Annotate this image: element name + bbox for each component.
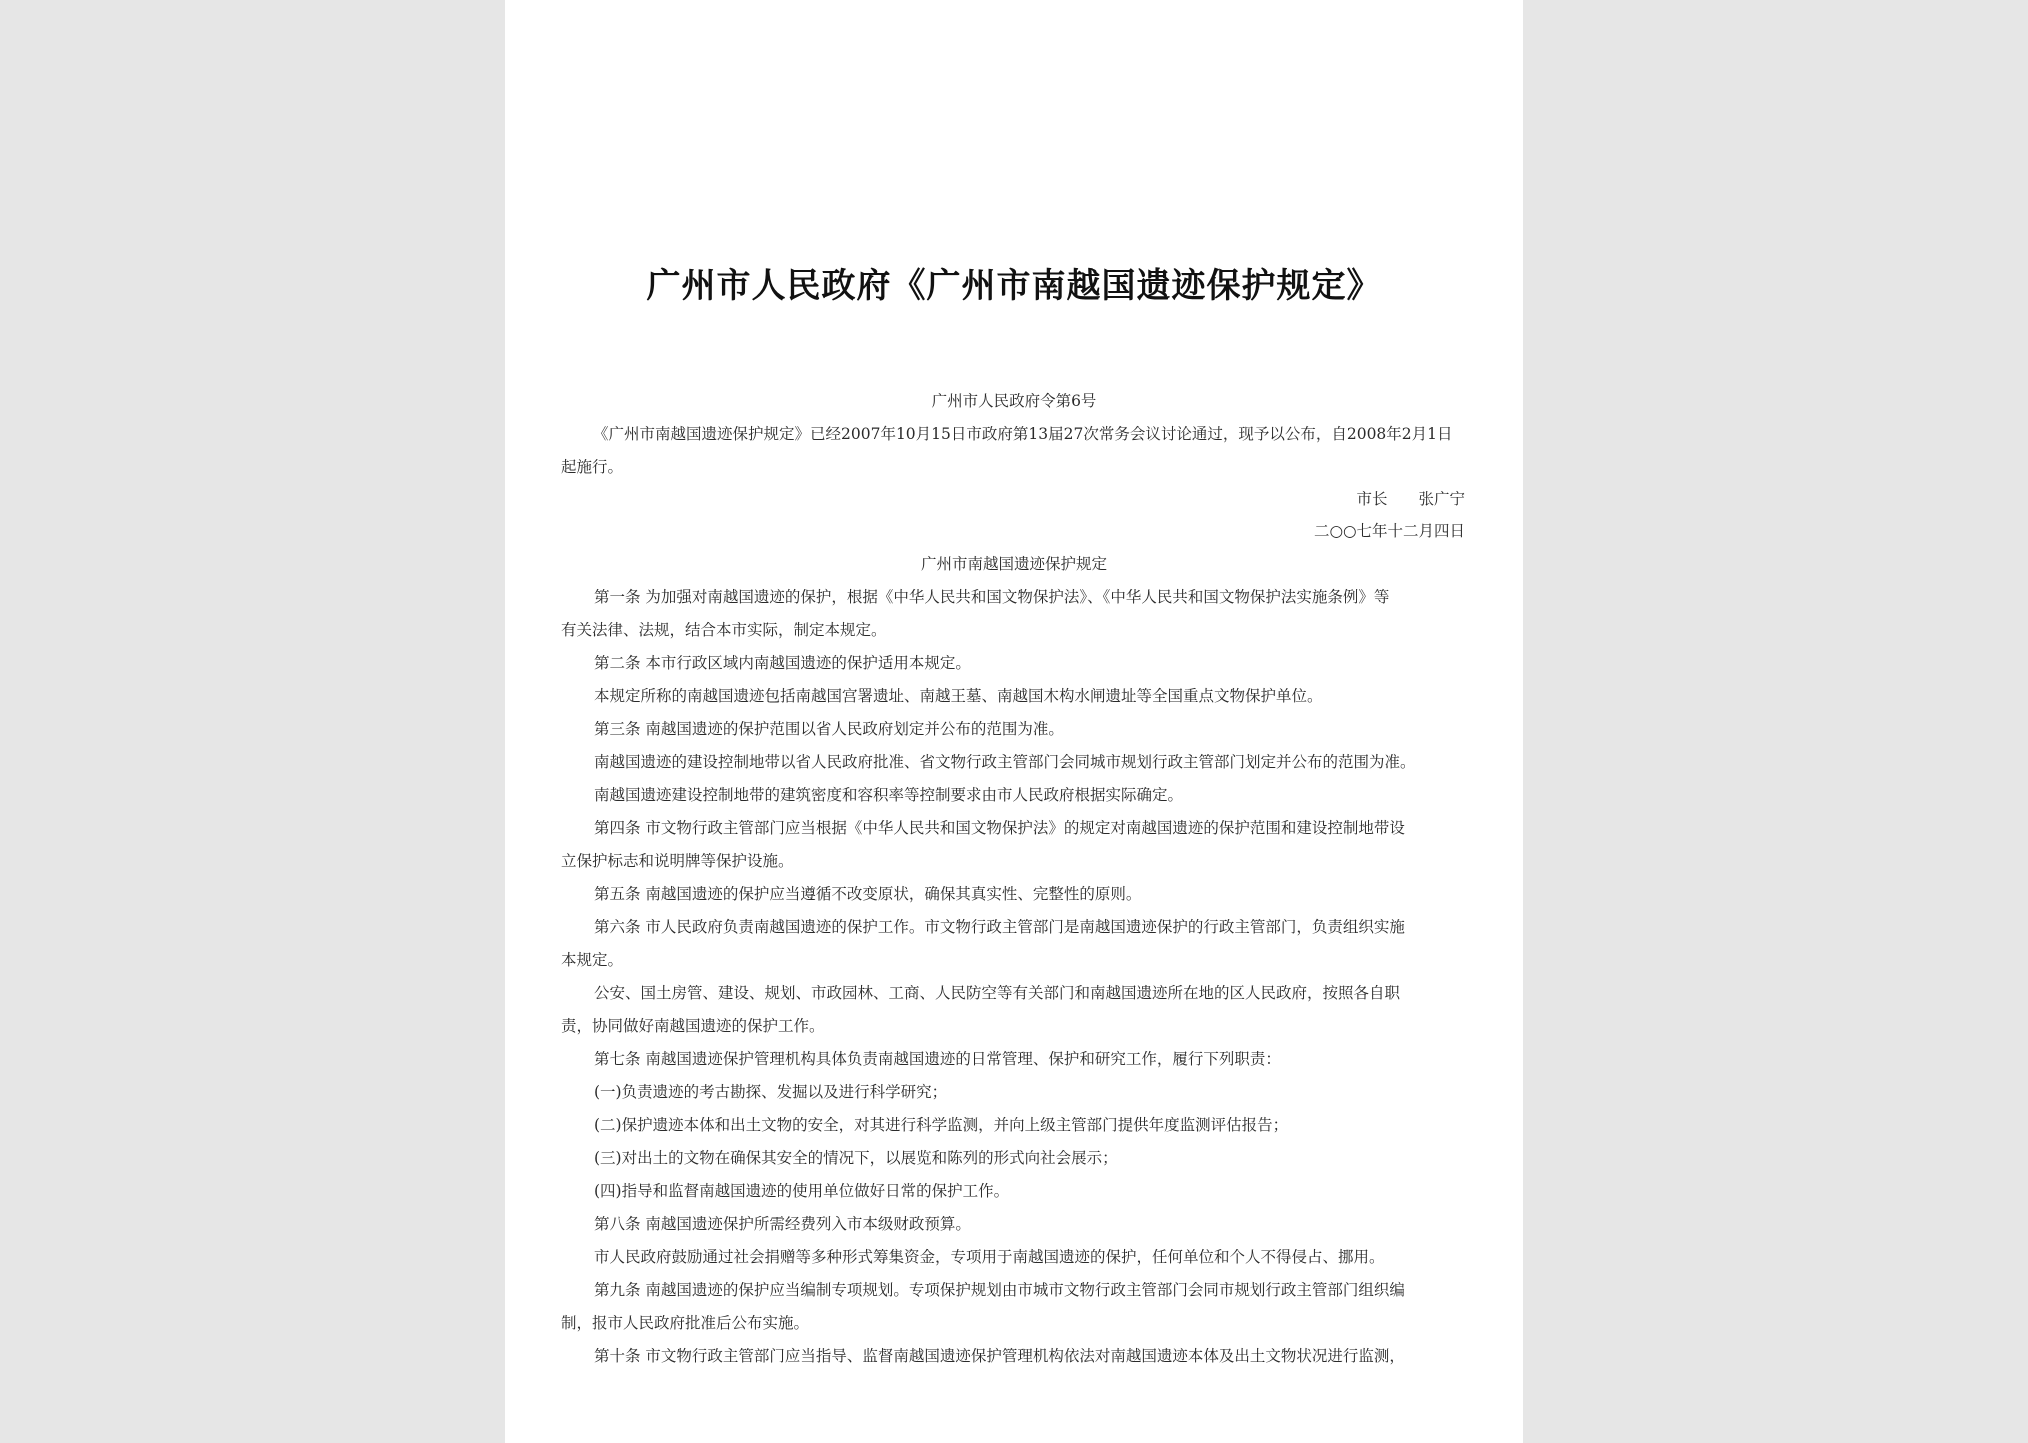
intro-line-2: 起施行。 xyxy=(561,458,624,476)
body-line: 第二条 本市行政区域内南越国遗迹的保护适用本规定。 xyxy=(594,654,971,672)
body-line: 公安、国土房管、建设、规划、市政园林、工商、人民防空等有关部门和南越国遗迹所在地的区人民政府，按照各自职 xyxy=(594,984,1401,1002)
body-line: 第九条 南越国遗迹的保护应当编制专项规划。专项保护规划由市城市文物行政主管部门会同市规划行政主管部门组织编 xyxy=(594,1281,1405,1299)
intro-line-1: 《广州市南越国遗迹保护规定》已经2007年10月15日市政府第13届27次常务会议讨论通过，现予以公布，自2008年2月1日 xyxy=(593,425,1453,443)
document-title: 广州市人民政府《广州市南越国遗迹保护规定》 xyxy=(646,266,1382,306)
sign-date: 二○○七年十二月四日 xyxy=(1313,522,1465,540)
body-line: 本规定所称的南越国遗迹包括南越国宫署遗址、南越王墓、南越国木构水闸遗址等全国重点文物保护单位。 xyxy=(594,687,1323,705)
body-line: 制，报市人民政府批准后公布实施。 xyxy=(561,1314,810,1332)
body-line: 有关法律、法规，结合本市实际，制定本规定。 xyxy=(561,621,887,639)
body-line: 第七条 南越国遗迹保护管理机构具体负责南越国遗迹的日常管理、保护和研究工作，履行下列职责： xyxy=(594,1050,1281,1068)
body-line: 南越国遗迹建设控制地带的建筑密度和容积率等控制要求由市人民政府根据实际确定。 xyxy=(594,786,1184,804)
regulation-subtitle: 广州市南越国遗迹保护规定 xyxy=(920,555,1107,573)
body-line: 第四条 市文物行政主管部门应当根据《中华人民共和国文物保护法》的规定对南越国遗迹的保护范围和建设控制地带设 xyxy=(594,819,1405,837)
body-line: 市人民政府鼓励通过社会捐赠等多种形式筹集资金，专项用于南越国遗迹的保护，任何单位和个人不得侵占、挪用。 xyxy=(594,1248,1385,1266)
document-page xyxy=(505,0,1523,1443)
body-line: (四)指导和监督南越国遗迹的使用单位做好日常的保护工作。 xyxy=(594,1182,1010,1200)
body-line: (三)对出土的文物在确保其安全的情况下，以展览和陈列的形式向社会展示； xyxy=(594,1149,1118,1167)
body-line: 南越国遗迹的建设控制地带以省人民政府批准、省文物行政主管部门会同城市规划行政主管部门划定并公布的范围为准。 xyxy=(594,753,1416,771)
body-line: (一)负责遗迹的考古勘探、发掘以及进行科学研究； xyxy=(594,1083,948,1101)
body-line: 立保护标志和说明牌等保护设施。 xyxy=(561,852,794,870)
body-line: 本规定。 xyxy=(561,951,624,969)
body-line: 第六条 市人民政府负责南越国遗迹的保护工作。市文物行政主管部门是南越国遗迹保护的行政主管部门，负责组织实施 xyxy=(594,918,1405,936)
signature: 市长 张广宁 xyxy=(1356,490,1465,508)
order-number: 广州市人民政府令第6号 xyxy=(931,392,1097,410)
body-line: 第三条 南越国遗迹的保护范围以省人民政府划定并公布的范围为准。 xyxy=(594,720,1064,738)
body-line: (二)保护遗迹本体和出土文物的安全，对其进行科学监测，并向上级主管部门提供年度监测评估报告； xyxy=(594,1116,1289,1134)
body-line: 第一条 为加强对南越国遗迹的保护，根据《中华人民共和国文物保护法》、《中华人民共和国文物保护法实施条例》等 xyxy=(594,588,1390,606)
body-line: 第十条 市文物行政主管部门应当指导、监督南越国遗迹保护管理机构依法对南越国遗迹本体及出土文物状况进行监测， xyxy=(594,1347,1405,1365)
body-line: 责，协同做好南越国遗迹的保护工作。 xyxy=(561,1017,825,1035)
body-line: 第八条 南越国遗迹保护所需经费列入市本级财政预算。 xyxy=(594,1215,971,1233)
body-line: 第五条 南越国遗迹的保护应当遵循不改变原状，确保其真实性、完整性的原则。 xyxy=(594,885,1142,903)
